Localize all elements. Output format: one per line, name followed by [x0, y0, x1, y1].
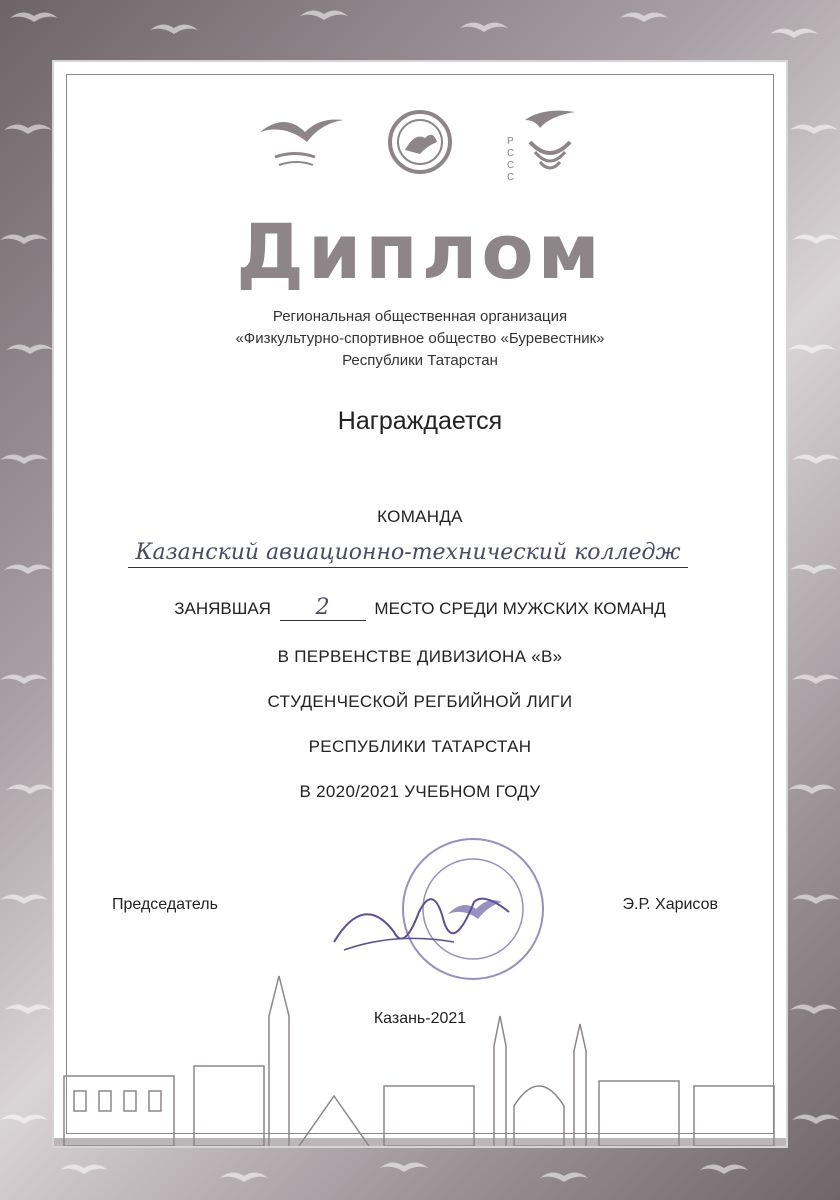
- kazan-skyline-illustration: [54, 956, 786, 1146]
- organization-line-1: Региональная общественная организация: [272, 308, 568, 325]
- city-year: Казань-2021: [373, 1010, 467, 1027]
- organization-block: [54, 306, 786, 372]
- school-year-line: В 2020/2021 УЧЕБНОМ ГОДУ: [299, 782, 541, 801]
- chairman-name: Э.Р. Харисов: [622, 896, 718, 913]
- svg-text:С: С: [507, 160, 515, 171]
- republic-line: РЕСПУБЛИКИ ТАТАРСТАН: [308, 737, 532, 756]
- russian-student-sports-union-logo: [495, 102, 585, 182]
- diploma-title: Диплом: [236, 207, 604, 296]
- team-name-handwritten: Казанский авиационно-технический колледж: [128, 540, 688, 568]
- organization-line-3: Республики Татарстан: [342, 352, 498, 369]
- team-label: КОМАНДА: [377, 507, 463, 526]
- svg-text:Р: Р: [507, 136, 514, 147]
- division-line: В ПЕРВЕНСТВЕ ДИВИЗИОНА «В»: [277, 647, 563, 666]
- league-line: СТУДЕНЧЕСКОЙ РЕГБИЙНОЙ ЛИГИ: [267, 692, 573, 711]
- diploma-sheet: [54, 62, 786, 1146]
- awarded-label: Награждается: [337, 407, 503, 435]
- svg-text:С: С: [507, 148, 515, 159]
- place-row: [54, 595, 786, 621]
- logo-row: [54, 102, 786, 182]
- place-suffix: МЕСТО СРЕДИ МУЖСКИХ КОМАНД: [374, 599, 666, 618]
- seagull-logo: [255, 102, 345, 182]
- place-prefix: ЗАНЯВШАЯ: [174, 599, 271, 618]
- organization-line-2: «Физкультурно-спортивное общество «Буревестник»: [235, 330, 605, 347]
- handwritten-signature: [324, 872, 524, 962]
- chairman-label: Председатель: [112, 896, 218, 913]
- place-value-handwritten: 2: [280, 595, 366, 621]
- tatarstan-emblem-icon: [375, 102, 465, 182]
- svg-text:С: С: [507, 172, 515, 182]
